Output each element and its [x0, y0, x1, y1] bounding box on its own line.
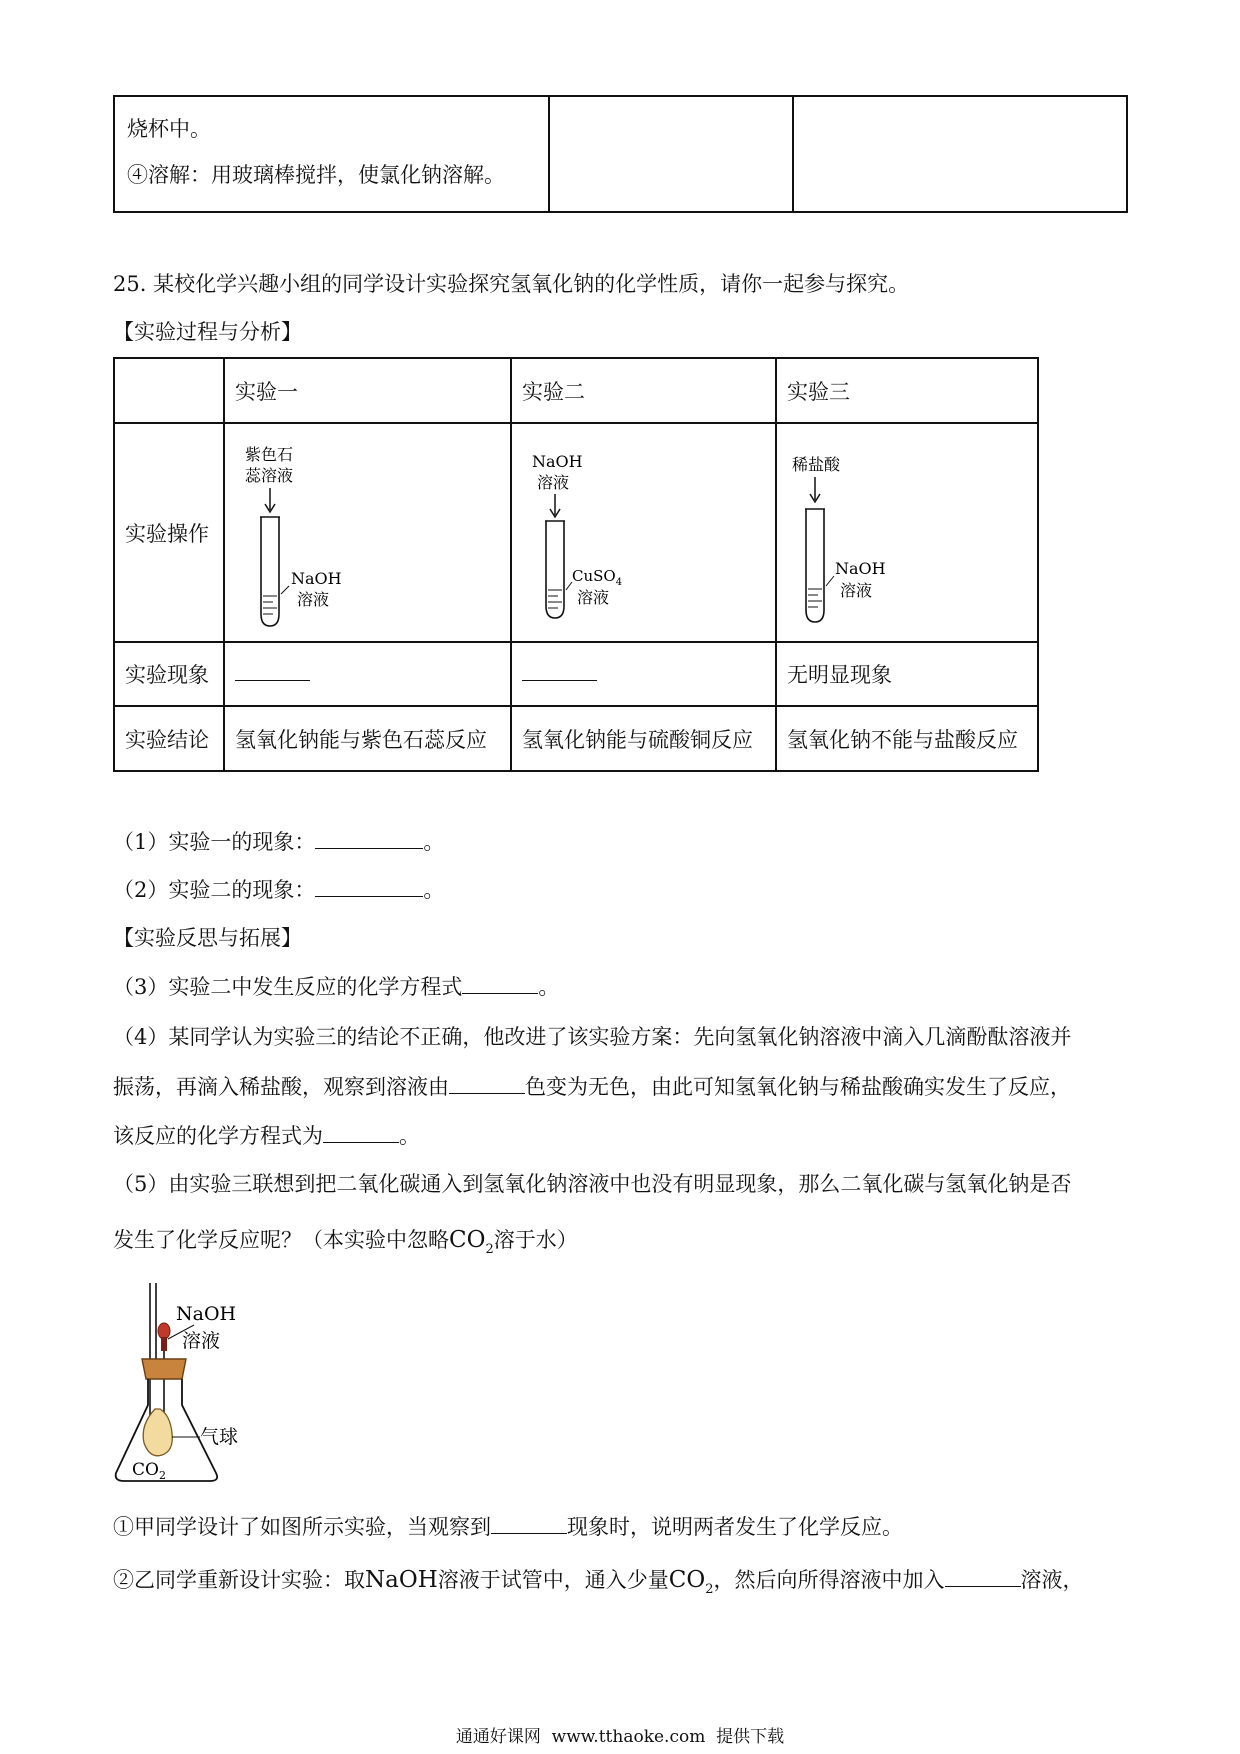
q3-answer-blank[interactable] — [462, 975, 538, 994]
top-table-line-2: ④溶解：用玻璃棒搅拌，使氯化钠溶解。 — [127, 163, 505, 187]
exp3-reagent-tube-2: 溶液 — [840, 581, 873, 600]
top-table-divider-2 — [792, 97, 794, 211]
s2-naoh: NaOH — [365, 1567, 438, 1593]
q4-line-3b: 。 — [399, 1124, 420, 1148]
row-label-conclusion: 实验结论 — [114, 706, 224, 771]
q1-text: （1）实验一的现象： — [113, 830, 316, 854]
q1-end: 。 — [423, 830, 445, 854]
q5-line-1: （5）由实验三联想到把二氧化碳通入到氢氧化钠溶液中也没有明显现象，那么二氧化碳与氢氧化钠是否 — [113, 1172, 1072, 1196]
corner-cell — [114, 358, 224, 423]
exp2-test-tube-diagram — [512, 424, 775, 636]
exp2-diagram-cell — [511, 423, 776, 642]
s1-text-b: 现象时，说明两者发生了化学反应。 — [567, 1515, 903, 1539]
s2-co2-subscript: 2 — [705, 1582, 714, 1597]
q2-text: （2）实验二的现象： — [113, 878, 316, 902]
s2-text-b: 溶液于试管中，通入少量 — [437, 1568, 669, 1592]
figure-co2-subscript: 2 — [158, 1469, 166, 1482]
section-heading-reflection: 【实验反思与拓展】 — [113, 926, 302, 950]
s2-co2: $CO_2$ — [668, 1567, 714, 1597]
q5-line-2 — [113, 1226, 578, 1258]
q5-line-2a: 发生了化学反应呢？（本实验中忽略 — [113, 1228, 449, 1252]
figure-co2-label: $CO_2$ — [132, 1460, 166, 1482]
co2-flask-diagram — [110, 1275, 290, 1485]
q4-line-2b: 色变为无色，由此可知氢氧化钠与稀盐酸确实发生了反应， — [525, 1075, 1071, 1099]
exp2-phenomenon-cell — [511, 642, 776, 706]
exp2-phenomenon-blank[interactable] — [522, 662, 597, 681]
s1-phenomenon-blank[interactable] — [491, 1515, 567, 1534]
q2-answer-blank[interactable] — [315, 878, 423, 897]
question-25-title: 25. 某校化学兴趣小组的同学设计实验探究氢氧化钠的化学性质，请你一起参与探究。 — [113, 272, 910, 296]
exp2-reagent-top-1: NaOH — [532, 452, 583, 471]
q4-line-3a: 该反应的化学方程式为 — [113, 1124, 323, 1148]
page-footer: 通通好课网 www.tthaoke.com 提供下载 — [455, 1727, 785, 1747]
experiment-table — [113, 357, 1039, 772]
q4-line-3 — [113, 1122, 420, 1150]
s2-reagent-blank[interactable] — [945, 1568, 1021, 1587]
exp1-reagent-top-2: 蕊溶液 — [245, 466, 294, 485]
stopper — [142, 1359, 186, 1379]
exp2-reagent-tube-formula: CuSO$_4$ — [572, 567, 623, 588]
row-label-operation: 实验操作 — [114, 423, 224, 642]
exp1-test-tube-diagram — [225, 424, 510, 636]
q3-text: （3）实验二中发生反应的化学方程式 — [113, 975, 463, 999]
q2-line — [113, 876, 444, 904]
q1-line — [113, 828, 444, 856]
s1-line — [113, 1513, 903, 1541]
s2-line — [113, 1566, 1084, 1598]
exp2-conclusion: 氢氧化钠能与硫酸铜反应 — [511, 706, 776, 771]
top-table-divider-1 — [548, 97, 550, 211]
q4-line-1: （4）某同学认为实验三的结论不正确，他改进了该实验方案：先向氢氧化钠溶液中滴入几滴酚酞溶液并 — [113, 1025, 1072, 1049]
exp1-reagent-top-1: 紫色石 — [245, 445, 294, 464]
s2-text-c: ，然后向所得溶液中加入 — [713, 1568, 945, 1592]
q5-co2: $CO_2$ — [449, 1227, 494, 1257]
exp1-phenomenon-blank[interactable] — [235, 662, 310, 681]
exp3-reagent-tube-1: NaOH — [835, 559, 886, 578]
exp2-reagent-tube-2: 溶液 — [577, 588, 610, 607]
q4-line-2a: 振荡，再滴入稀盐酸，观察到溶液由 — [113, 1075, 449, 1099]
s2-text-a: ②乙同学重新设计实验：取 — [113, 1568, 365, 1592]
q5-co2-subscript: 2 — [485, 1242, 494, 1257]
figure-naoh-label: NaOH — [176, 1303, 237, 1325]
header-exp2: 实验二 — [511, 358, 776, 423]
exp3-conclusion: 氢氧化钠不能与盐酸反应 — [776, 706, 1038, 771]
q4-line-2 — [113, 1073, 1071, 1101]
exp1-conclusion: 氢氧化钠能与紫色石蕊反应 — [224, 706, 511, 771]
exp1-diagram-cell — [224, 423, 511, 642]
q4-equation-blank[interactable] — [323, 1124, 399, 1143]
top-table — [113, 95, 1128, 213]
top-table-line-1: 烧杯中。 — [127, 117, 211, 141]
q2-end: 。 — [423, 878, 445, 902]
figure-balloon-label: 气球 — [200, 1426, 239, 1448]
q1-answer-blank[interactable] — [315, 830, 423, 849]
exp3-reagent-top-1: 稀盐酸 — [792, 455, 841, 474]
exp1-phenomenon-cell — [224, 642, 511, 706]
header-exp3: 实验三 — [776, 358, 1038, 423]
dropper-bulb — [158, 1323, 170, 1339]
q5-line-2b: 溶于水） — [493, 1228, 578, 1252]
figure-solution-label: 溶液 — [182, 1330, 221, 1352]
q3-end: 。 — [538, 975, 560, 999]
exp2-reagent-top-2: 溶液 — [537, 473, 570, 492]
section-heading-process: 【实验过程与分析】 — [113, 320, 302, 344]
balloon — [143, 1409, 172, 1456]
row-label-phenomenon: 实验现象 — [114, 642, 224, 706]
exp1-reagent-tube-2: 溶液 — [297, 590, 330, 609]
exp1-reagent-tube-1: NaOH — [291, 569, 342, 588]
exp3-test-tube-diagram — [777, 424, 1037, 636]
s1-text-a: ①甲同学设计了如图所示实验，当观察到 — [113, 1515, 491, 1539]
header-exp1: 实验一 — [224, 358, 511, 423]
exp2-reagent-tube-subscript: 4 — [615, 577, 623, 588]
q3-line — [113, 973, 559, 1001]
exp3-phenomenon: 无明显现象 — [776, 642, 1038, 706]
q4-color-blank[interactable] — [449, 1075, 525, 1094]
dropper-neck — [161, 1337, 167, 1351]
exp3-diagram-cell — [776, 423, 1038, 642]
s2-text-d: 溶液， — [1020, 1568, 1084, 1592]
